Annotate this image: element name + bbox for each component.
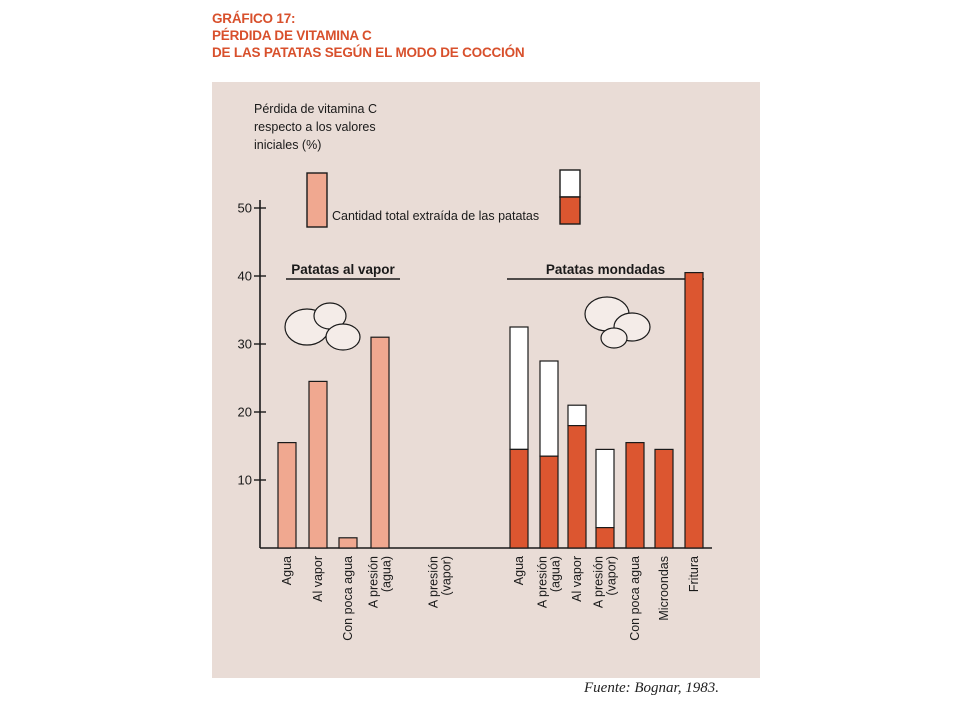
bar-mondadas-extracted-4 bbox=[596, 528, 614, 548]
title-line-2: PÉRDIDA DE VITAMINA C bbox=[212, 28, 372, 43]
title-line-1: GRÁFICO 17: bbox=[212, 11, 296, 26]
x-label-vapor: A presión bbox=[426, 556, 441, 609]
bar-mondadas-extracted-2 bbox=[540, 456, 558, 548]
bar-mondadas-extracted-5 bbox=[626, 443, 644, 548]
x-label-vapor: Con poca agua bbox=[341, 556, 355, 641]
x-label-vapor: (agua) bbox=[379, 556, 394, 593]
y-tick-label: 20 bbox=[237, 404, 252, 420]
bar-vapor-3 bbox=[339, 538, 357, 548]
y-tick-label: 40 bbox=[237, 268, 252, 284]
legend-swatch-extracted bbox=[560, 197, 580, 224]
x-label-mondadas: (agua) bbox=[548, 556, 563, 593]
x-label-mondadas: Con poca agua bbox=[628, 556, 642, 641]
title-line-3: DE LAS PATATAS SEGÚN EL MODO DE COCCIÓN bbox=[212, 45, 525, 60]
y-axis-label-line: Pérdida de vitamina C bbox=[254, 102, 377, 116]
x-label-mondadas: A presión bbox=[535, 556, 550, 609]
x-label-mondadas: (vapor) bbox=[604, 556, 619, 596]
x-label-vapor: A presión bbox=[366, 556, 381, 609]
bar-mondadas-total-2 bbox=[540, 361, 558, 456]
chart-svg bbox=[212, 82, 760, 678]
bar-mondadas-extracted-6 bbox=[655, 449, 673, 548]
group-header-1: Patatas al vapor bbox=[291, 262, 395, 277]
x-label-vapor: Agua bbox=[280, 556, 294, 586]
bar-mondadas-extracted-1 bbox=[510, 449, 528, 548]
bar-mondadas-extracted-7 bbox=[685, 273, 703, 548]
y-axis-label-line: respecto a los valores bbox=[254, 120, 376, 134]
x-label-mondadas: Microondas bbox=[657, 556, 671, 621]
bar-vapor-1 bbox=[278, 443, 296, 548]
y-tick-label: 30 bbox=[237, 336, 252, 352]
x-label-vapor: Al vapor bbox=[311, 556, 325, 602]
x-label-vapor: (vapor) bbox=[439, 556, 454, 596]
x-label-mondadas: Agua bbox=[512, 556, 526, 586]
legend-label: Cantidad total extraída de las patatas bbox=[332, 209, 540, 223]
potato-illustration bbox=[326, 324, 360, 350]
bar-mondadas-total-3 bbox=[568, 405, 586, 425]
bar-mondadas-extracted-3 bbox=[568, 426, 586, 548]
y-tick-label: 50 bbox=[237, 200, 252, 216]
y-tick-label: 10 bbox=[237, 472, 252, 488]
bar-vapor-2 bbox=[309, 381, 327, 548]
x-label-mondadas: Fritura bbox=[687, 556, 701, 593]
chart-panel bbox=[212, 82, 760, 678]
potato-illustration bbox=[601, 328, 627, 348]
bar-mondadas-total-1 bbox=[510, 327, 528, 449]
legend-swatch-total bbox=[560, 170, 580, 197]
bar-mondadas-total-4 bbox=[596, 449, 614, 527]
chart-title bbox=[212, 10, 524, 61]
legend-swatch-single bbox=[307, 173, 327, 227]
bar-vapor-4 bbox=[371, 337, 389, 548]
source-note: Fuente: Bognar, 1983. bbox=[584, 680, 719, 696]
y-axis-label-line: iniciales (%) bbox=[254, 138, 322, 152]
x-label-mondadas: Al vapor bbox=[570, 556, 584, 602]
group-header-2: Patatas mondadas bbox=[545, 262, 666, 277]
x-label-mondadas: A presión bbox=[591, 556, 606, 609]
